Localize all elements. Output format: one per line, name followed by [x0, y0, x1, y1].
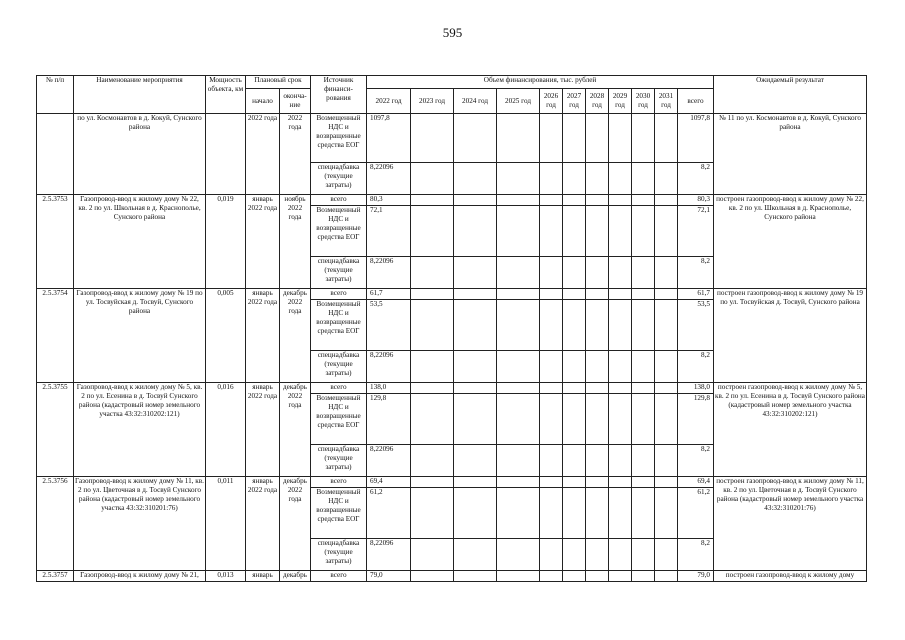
funding-cell — [411, 571, 454, 582]
funding-cell — [586, 195, 609, 206]
item-number: 2.5.3757 — [37, 571, 74, 582]
funding-cell — [632, 488, 655, 539]
funding-cell — [540, 539, 563, 571]
funding-cell — [609, 539, 632, 571]
source-spec: спецнадбавка (текущие затраты) — [311, 351, 367, 383]
funding-cell — [609, 571, 632, 582]
source-spec: спецнадбавка (текущие затраты) — [311, 257, 367, 289]
funding-cell — [655, 488, 678, 539]
funding-cell — [586, 394, 609, 445]
funding-cell — [563, 114, 586, 163]
item-capacity: 0,013 — [206, 571, 246, 582]
funding-cell — [632, 383, 655, 394]
funding-cell — [454, 539, 497, 571]
funding-cell — [540, 351, 563, 383]
funding-cell — [563, 488, 586, 539]
funding-total-cell: 8,2 — [678, 445, 714, 477]
item-capacity — [206, 114, 246, 195]
funding-cell — [655, 300, 678, 351]
funding-total-cell: 53,5 — [678, 300, 714, 351]
funding-cell — [411, 257, 454, 289]
funding-cell — [540, 488, 563, 539]
item-end: декабрь 2022 года — [280, 289, 311, 383]
funding-cell — [563, 571, 586, 582]
item-name: Газопровод-ввод к жилому дому № 11, кв. 2 по ул. Цветочная в д. Тосвуй Сунского района (кадастровый номер земельного участка 43:32:310201:76) — [74, 477, 206, 571]
funding-cell — [411, 394, 454, 445]
funding-cell — [563, 539, 586, 571]
funding-cell — [411, 195, 454, 206]
item-start: январь — [246, 571, 280, 582]
header-funding: Объем финансирования, тыс. рублей — [367, 76, 714, 89]
item-end: декабрь — [280, 571, 311, 582]
item-start: январь 2022 года — [246, 383, 280, 477]
funding-cell — [411, 206, 454, 257]
source-all: всего — [311, 571, 367, 582]
funding-cell — [411, 477, 454, 488]
funding-cell — [411, 383, 454, 394]
header-year: 2028 год — [586, 89, 609, 114]
funding-cell — [540, 445, 563, 477]
item-name: по ул. Космонавтов в д. Кокуй, Сунского района — [74, 114, 206, 195]
funding-cell — [609, 394, 632, 445]
funding-cell — [411, 114, 454, 163]
funding-cell — [563, 195, 586, 206]
funding-cell — [586, 206, 609, 257]
funding-cell — [563, 163, 586, 195]
funding-cell — [632, 289, 655, 300]
item-start: январь 2022 года — [246, 195, 280, 289]
funding-cell — [454, 206, 497, 257]
funding-cell — [609, 477, 632, 488]
item-name: Газопровод-ввод к жилому дому № 19 по ул. Тосвуйская д. Тосвуй, Сунского района — [74, 289, 206, 383]
funding-cell — [411, 289, 454, 300]
funding-2022-cell: 8,22096 — [367, 163, 411, 195]
funding-cell — [497, 351, 540, 383]
item-start: 2022 года — [246, 114, 280, 195]
funding-cell — [655, 114, 678, 163]
funding-cell — [411, 163, 454, 195]
funding-cell — [586, 571, 609, 582]
funding-cell — [563, 300, 586, 351]
funding-total-cell: 8,2 — [678, 539, 714, 571]
source-spec: спецнадбавка (текущие затраты) — [311, 539, 367, 571]
funding-total-cell: 8,2 — [678, 163, 714, 195]
funding-cell — [609, 195, 632, 206]
expected-result: построен газопровод-ввод к жилому дому — [714, 571, 867, 582]
funding-cell — [609, 257, 632, 289]
funding-cell — [540, 206, 563, 257]
item-capacity: 0,005 — [206, 289, 246, 383]
funding-cell — [411, 539, 454, 571]
funding-cell — [497, 383, 540, 394]
header-year: 2027 год — [563, 89, 586, 114]
funding-cell — [586, 163, 609, 195]
item-end: декабрь 2022 года — [280, 477, 311, 571]
header-result: Ожидаемый результат — [714, 76, 867, 114]
funding-cell — [586, 445, 609, 477]
table-row — [37, 114, 867, 163]
expected-result: построен газопровод-ввод к жилому дому № 22, кв. 2 по ул. Школьная в д. Краснополье, Сунского района — [714, 195, 867, 289]
funding-cell — [540, 383, 563, 394]
funding-cell — [609, 300, 632, 351]
item-name: Газопровод-ввод к жилому дому № 21, — [74, 571, 206, 582]
funding-cell — [540, 571, 563, 582]
funding-cell — [609, 163, 632, 195]
expected-result: построен газопровод-ввод к жилому дому № 11, кв. 2 по ул. Цветочная в д. Тосвуй Сунского района (кадастровый номер земельного участка 43:32:310201:76) — [714, 477, 867, 571]
funding-2022-cell: 129,8 — [367, 394, 411, 445]
funding-2022-cell: 80,3 — [367, 195, 411, 206]
funding-cell — [655, 195, 678, 206]
funding-2022-cell: 53,5 — [367, 300, 411, 351]
table-row — [37, 195, 867, 206]
funding-total-cell: 79,0 — [678, 571, 714, 582]
funding-cell — [497, 445, 540, 477]
funding-cell — [655, 206, 678, 257]
funding-cell — [609, 289, 632, 300]
header-total: всего — [678, 89, 714, 114]
funding-cell — [563, 289, 586, 300]
funding-cell — [454, 445, 497, 477]
funding-cell — [540, 257, 563, 289]
funding-cell — [586, 300, 609, 351]
funding-2022-cell: 61,7 — [367, 289, 411, 300]
funding-total-cell: 61,7 — [678, 289, 714, 300]
item-capacity: 0,011 — [206, 477, 246, 571]
funding-2022-cell: 69,4 — [367, 477, 411, 488]
source-nds: Возмещенный НДС и возвращенные средства ЕОГ — [311, 488, 367, 539]
funding-cell — [411, 445, 454, 477]
funding-cell — [411, 488, 454, 539]
item-number: 2.5.3755 — [37, 383, 74, 477]
funding-cell — [497, 114, 540, 163]
funding-total-cell: 129,8 — [678, 394, 714, 445]
funding-cell — [454, 257, 497, 289]
table-row — [37, 289, 867, 300]
header-year: 2026 год — [540, 89, 563, 114]
funding-cell — [655, 163, 678, 195]
funding-cell — [497, 477, 540, 488]
funding-cell — [454, 114, 497, 163]
funding-cell — [563, 206, 586, 257]
funding-cell — [632, 195, 655, 206]
funding-cell — [655, 571, 678, 582]
funding-2022-cell: 79,0 — [367, 571, 411, 582]
header-year: 2031 год — [655, 89, 678, 114]
source-nds: Возмещенный НДС и возвращенные средства ЕОГ — [311, 206, 367, 257]
funding-cell — [609, 488, 632, 539]
item-end: 2022 года — [280, 114, 311, 195]
header-year: 2030 год — [632, 89, 655, 114]
header-planned-term: Плановый срок — [246, 76, 311, 89]
funding-cell — [540, 289, 563, 300]
funding-cell — [454, 351, 497, 383]
header-capacity: Мощность объекта, км — [206, 76, 246, 114]
funding-cell — [632, 351, 655, 383]
funding-cell — [411, 351, 454, 383]
funding-cell — [563, 394, 586, 445]
header-year: 2029 год — [609, 89, 632, 114]
funding-2022-cell: 138,0 — [367, 383, 411, 394]
item-name: Газопровод-ввод к жилому дому № 5, кв. 2 по ул. Есенина в д. Тосвуй Сунского района (кадастровый номер земельного участка 43:32:310202:121) — [74, 383, 206, 477]
funding-cell — [563, 477, 586, 488]
source-all: всего — [311, 195, 367, 206]
funding-cell — [632, 394, 655, 445]
funding-cell — [632, 300, 655, 351]
funding-total-cell: 69,4 — [678, 477, 714, 488]
funding-cell — [497, 206, 540, 257]
funding-2022-cell: 61,2 — [367, 488, 411, 539]
funding-cell — [609, 383, 632, 394]
expected-result: № 11 по ул. Космонавтов в д. Кокуй, Сунского района — [714, 114, 867, 195]
funding-table — [36, 75, 867, 582]
funding-cell — [586, 539, 609, 571]
item-number: 2.5.3756 — [37, 477, 74, 571]
funding-cell — [609, 206, 632, 257]
expected-result: построен газопровод-ввод к жилому дому № 19 по ул. Тосвуйская д. Тосвуй, Сунского района — [714, 289, 867, 383]
funding-total-cell: 80,3 — [678, 195, 714, 206]
funding-2022-cell: 8,22096 — [367, 351, 411, 383]
funding-cell — [632, 539, 655, 571]
funding-cell — [655, 289, 678, 300]
funding-total-cell: 8,2 — [678, 257, 714, 289]
funding-cell — [540, 195, 563, 206]
funding-cell — [563, 351, 586, 383]
funding-cell — [632, 571, 655, 582]
source-all: всего — [311, 289, 367, 300]
header-year: 2025 год — [497, 89, 540, 114]
header-year: 2024 год — [454, 89, 497, 114]
source-all: всего — [311, 477, 367, 488]
funding-cell — [497, 289, 540, 300]
funding-cell — [586, 257, 609, 289]
source-nds: Возмещенный НДС и возвращенные средства ЕОГ — [311, 300, 367, 351]
funding-cell — [540, 163, 563, 195]
table-row — [37, 477, 867, 488]
funding-cell — [497, 163, 540, 195]
table-row — [37, 571, 867, 582]
funding-cell — [586, 383, 609, 394]
funding-cell — [655, 351, 678, 383]
item-name: Газопровод-ввод к жилому дому № 22, кв. 2 по ул. Школьная в д. Краснополье, Сунского района — [74, 195, 206, 289]
funding-cell — [563, 445, 586, 477]
funding-cell — [563, 257, 586, 289]
funding-2022-cell: 8,22096 — [367, 257, 411, 289]
funding-cell — [609, 445, 632, 477]
expected-result: построен газопровод-ввод к жилому дому № 5, кв. 2 по ул. Есенина в д. Тосвуй Сунского района (кадастровый номер земельного участка 43:32:310202:121) — [714, 383, 867, 477]
item-end: декабрь 2022 года — [280, 383, 311, 477]
item-capacity: 0,019 — [206, 195, 246, 289]
funding-cell — [655, 477, 678, 488]
header-year: 2022 год — [367, 89, 411, 114]
funding-cell — [454, 300, 497, 351]
funding-cell — [454, 488, 497, 539]
funding-cell — [454, 195, 497, 206]
source-all: всего — [311, 383, 367, 394]
funding-cell — [454, 477, 497, 488]
funding-cell — [655, 394, 678, 445]
funding-cell — [655, 445, 678, 477]
funding-cell — [632, 257, 655, 289]
funding-cell — [655, 383, 678, 394]
funding-cell — [454, 289, 497, 300]
funding-cell — [586, 114, 609, 163]
source-nds: Возмещенный НДС и возвращенные средства ЕОГ — [311, 114, 367, 163]
item-end: ноябрь 2022 года — [280, 195, 311, 289]
funding-total-cell: 1097,8 — [678, 114, 714, 163]
funding-cell — [411, 300, 454, 351]
funding-cell — [454, 394, 497, 445]
funding-2022-cell: 8,22096 — [367, 445, 411, 477]
funding-cell — [586, 289, 609, 300]
funding-cell — [454, 571, 497, 582]
funding-total-cell: 8,2 — [678, 351, 714, 383]
funding-2022-cell: 8,22096 — [367, 539, 411, 571]
item-number — [37, 114, 74, 195]
header-no: № п/п — [37, 76, 74, 114]
funding-total-cell: 138,0 — [678, 383, 714, 394]
funding-total-cell: 72,1 — [678, 206, 714, 257]
item-capacity: 0,016 — [206, 383, 246, 477]
funding-cell — [586, 488, 609, 539]
source-nds: Возмещенный НДС и возвращенные средства ЕОГ — [311, 394, 367, 445]
funding-cell — [540, 300, 563, 351]
item-number: 2.5.3754 — [37, 289, 74, 383]
funding-cell — [586, 477, 609, 488]
funding-cell — [540, 394, 563, 445]
funding-cell — [632, 114, 655, 163]
item-start: январь 2022 года — [246, 289, 280, 383]
header-end: оконча-ние — [280, 89, 311, 114]
funding-cell — [497, 488, 540, 539]
funding-cell — [632, 206, 655, 257]
funding-2022-cell: 1097,8 — [367, 114, 411, 163]
funding-cell — [655, 539, 678, 571]
funding-cell — [655, 257, 678, 289]
funding-cell — [540, 477, 563, 488]
funding-cell — [632, 163, 655, 195]
header-name: Наименование мероприятия — [74, 76, 206, 114]
funding-cell — [632, 477, 655, 488]
table-row — [37, 383, 867, 394]
funding-cell — [497, 195, 540, 206]
funding-cell — [609, 114, 632, 163]
funding-cell — [497, 257, 540, 289]
funding-total-cell: 61,2 — [678, 488, 714, 539]
funding-cell — [497, 571, 540, 582]
funding-cell — [454, 163, 497, 195]
funding-2022-cell: 72,1 — [367, 206, 411, 257]
source-spec: спецнадбавка (текущие затраты) — [311, 445, 367, 477]
funding-cell — [454, 383, 497, 394]
funding-cell — [586, 351, 609, 383]
page-number: 595 — [442, 25, 463, 40]
item-start: январь 2022 года — [246, 477, 280, 571]
header-year: 2023 год — [411, 89, 454, 114]
funding-cell — [497, 394, 540, 445]
funding-cell — [563, 383, 586, 394]
funding-cell — [609, 351, 632, 383]
header-source: Источник финанси-рования — [311, 76, 367, 114]
source-spec: спецнадбавка (текущие затраты) — [311, 163, 367, 195]
funding-cell — [632, 445, 655, 477]
funding-cell — [497, 300, 540, 351]
header-start: начало — [246, 89, 280, 114]
item-number: 2.5.3753 — [37, 195, 74, 289]
funding-cell — [540, 114, 563, 163]
funding-cell — [497, 539, 540, 571]
